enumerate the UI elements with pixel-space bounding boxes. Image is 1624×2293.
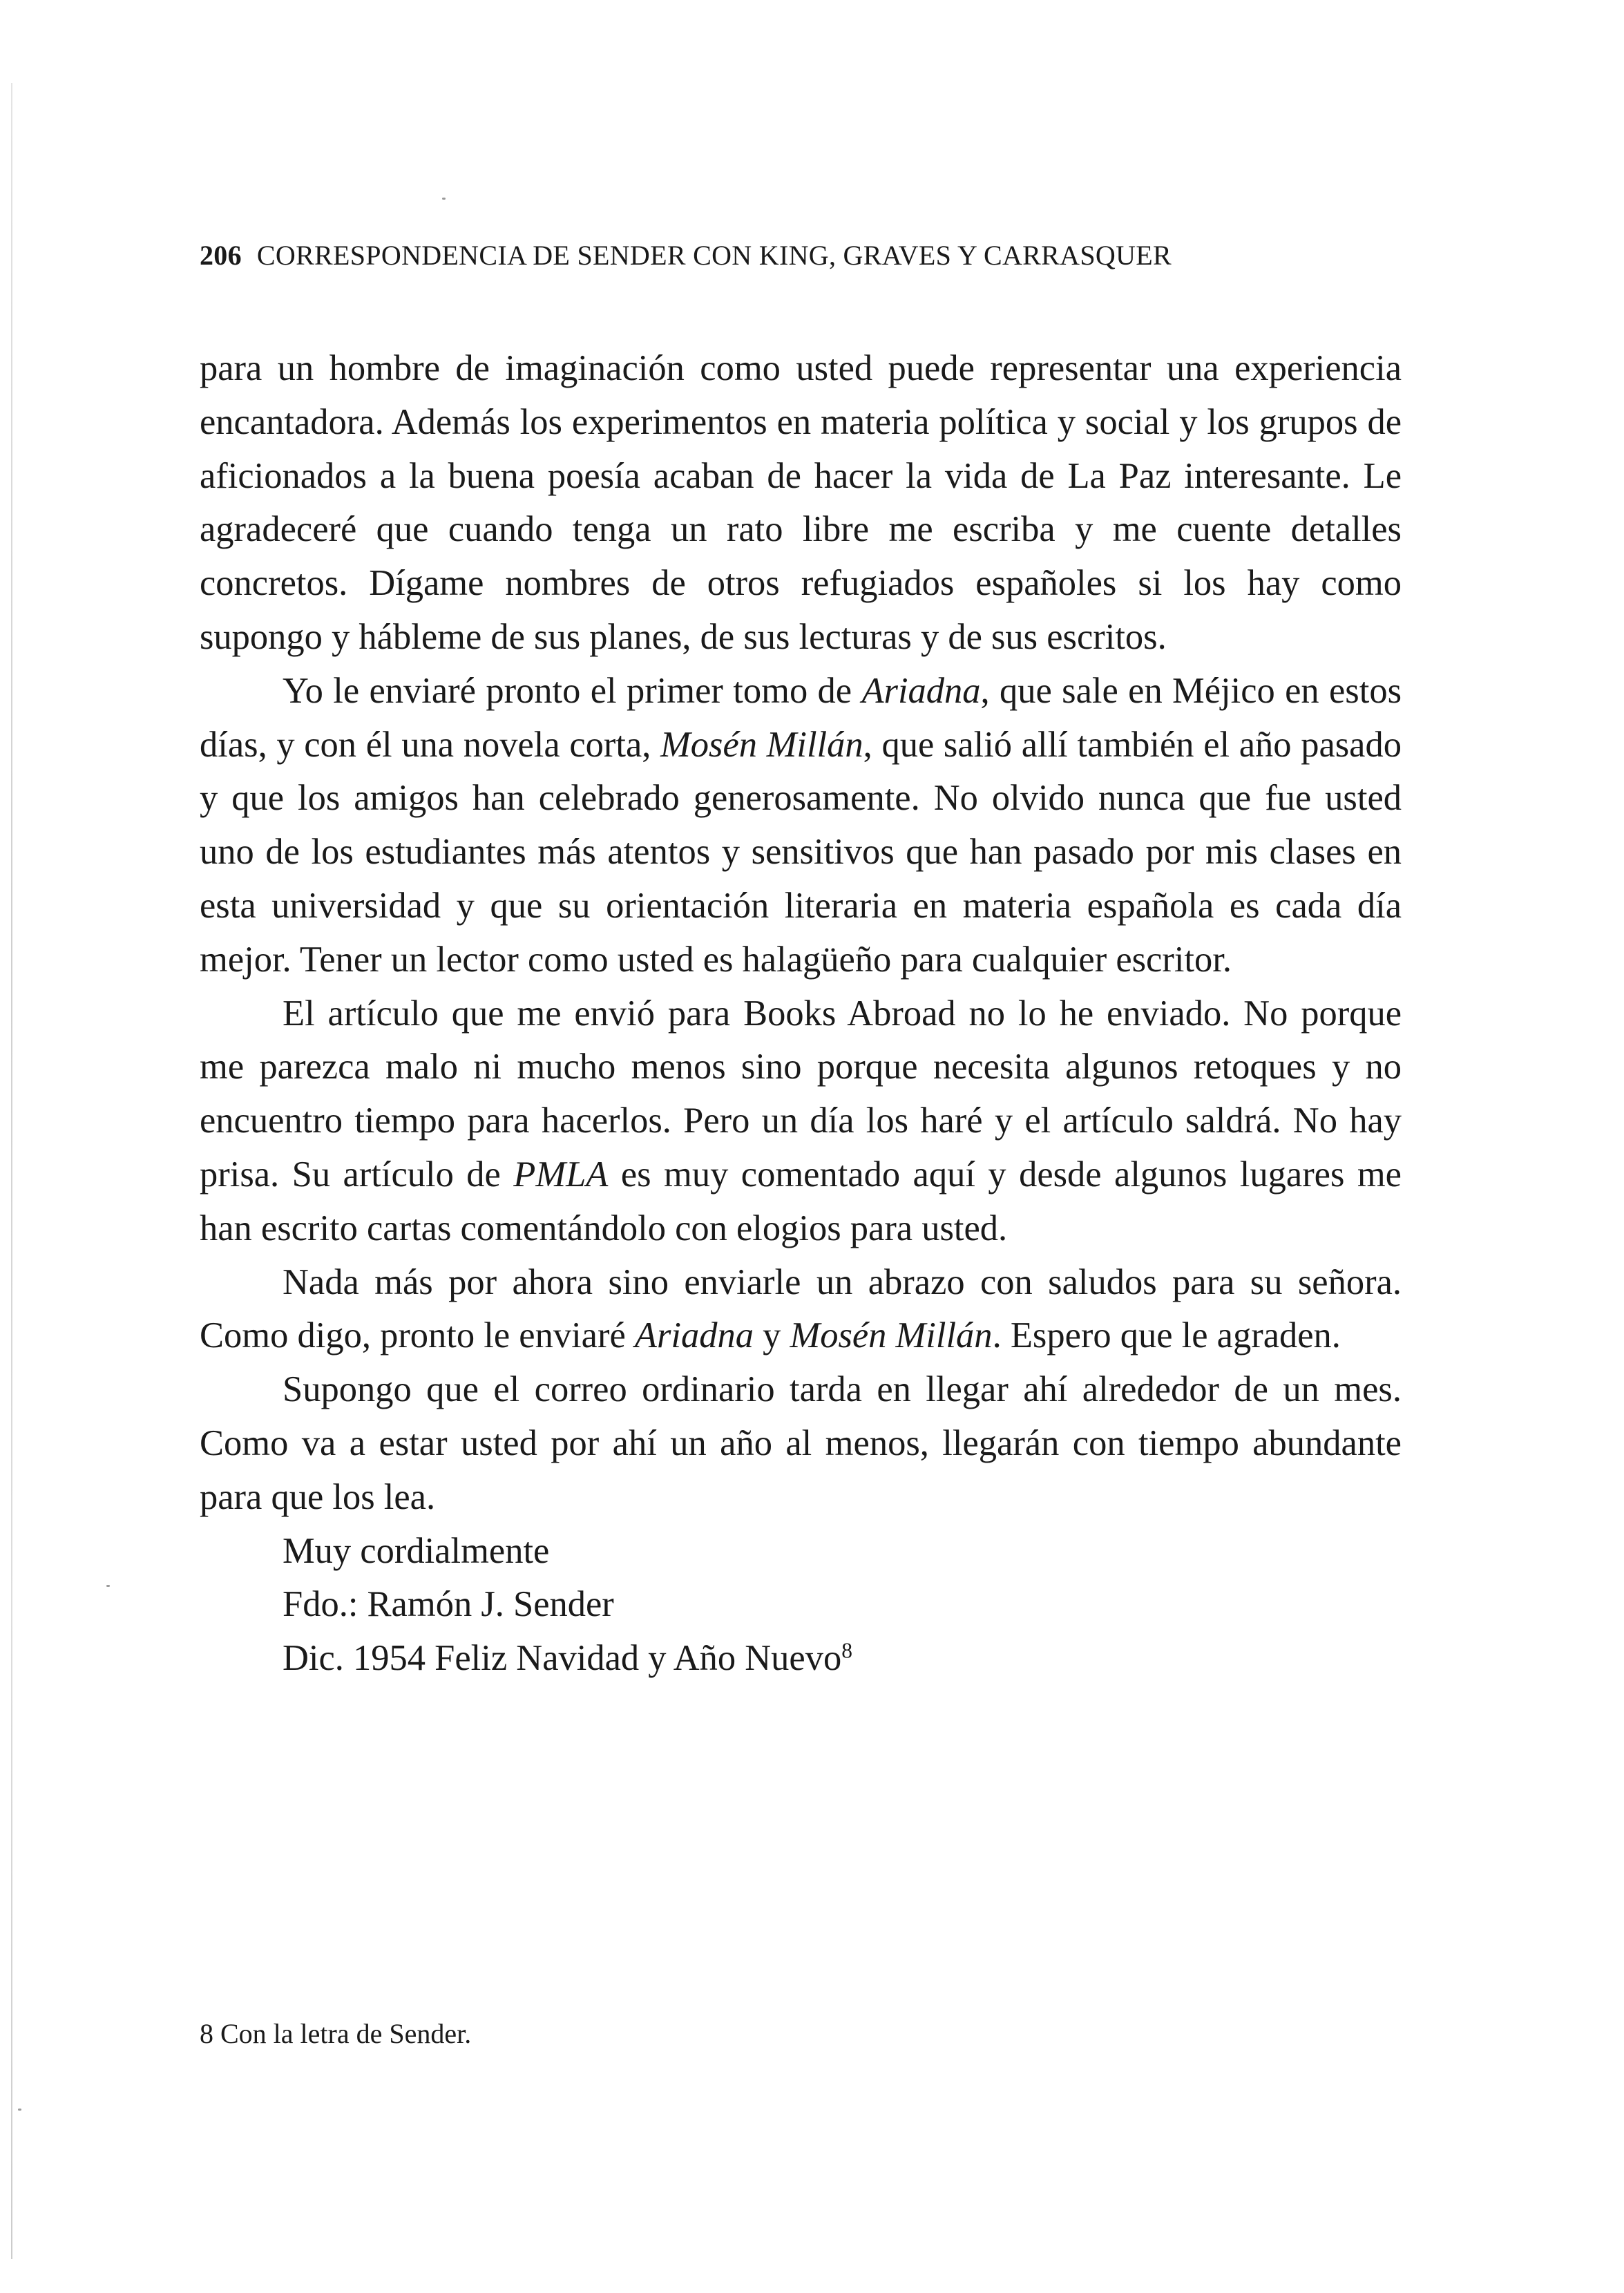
paragraph-4: Nada más por ahora sino enviarle un abrazo con saludos para su señora. Como digo, pronto le enviaré Ariadna y Mosén Millán. Espero que le agraden. [200, 1262, 1402, 1356]
closing-salutation: Muy cordialmente [283, 1530, 550, 1571]
closing-date: Dic. 1954 Feliz Navidad y Año Nuevo$^8$ [283, 1638, 852, 1679]
letter-body [200, 342, 1402, 1686]
book-title-ariadna: Ariadna [634, 1315, 754, 1356]
journal-title-pmla: PMLA [513, 1154, 609, 1195]
book-title-ariadna: Ariadna [861, 670, 981, 711]
running-header [200, 239, 1172, 272]
footnote [200, 2017, 471, 2050]
paragraph-2: Yo le enviaré pronto el primer tomo de Ariadna, que sale en Méjico en estos días, y con él una novela corta, Mosén Millán, que salió allí también el año pasado y que los amigos han celebrado generosamente. No olvido nunca que fue usted uno de los estudiantes más atentos y sensitivos que han pasado por mis clases en esta universidad y que su orientación literaria en materia española es cada día mejor. Tener un lector como usted es halagüeño para cualquier escritor. [200, 670, 1402, 980]
footnote-text: Con la letra de Sender. [213, 2018, 472, 2049]
footnote-number: 8 [200, 2018, 213, 2049]
book-title-mosen-millan: Mosén Millán [790, 1315, 993, 1356]
running-title: CORRESPONDENCIA DE SENDER CON KING, GRAVES Y CARRASQUER [256, 240, 1172, 271]
book-title-mosen-millan: Mosén Millán [660, 724, 863, 765]
paragraph-3: El artículo que me envió para Books Abroad no lo he enviado. No porque me parezca malo ni mucho menos sino porque necesita algunos retoques y no encuentro tiempo para hacerlos. Pero un día los haré y el artículo saldrá. No hay prisa. Su artículo de PMLA es muy comentado aquí y desde algunos lugares me han escrito cartas comentándolo con elogios para usted. [200, 993, 1402, 1248]
paragraph-5: Supongo que el correo ordinario tarda en llegar ahí alrededor de un mes. Como va a estar usted por ahí un año al menos, llegarán con tiempo abundante para que los lea. [200, 1369, 1402, 1517]
paragraph-1: para un hombre de imaginación como usted puede representar una experiencia encantadora. Además los experimentos en materia política y social y los grupos de aficionados a la buena poesía acaban de hacer la vida de La Paz interesante. Le agradeceré que cuando tenga un rato libre me escriba y me cuente detalles concretos. Dígame nombres de otros refugiados españoles si los hay como supongo y hábleme de sus planes, de sus lecturas y de sus escritos. [200, 348, 1402, 657]
page-number: 206 [200, 240, 242, 271]
scan-speck [106, 1585, 110, 1587]
closing-signature: Fdo.: Ramón J. Sender [283, 1584, 614, 1625]
scan-edge-line [11, 83, 12, 2259]
scan-speck [442, 198, 446, 200]
scan-speck [18, 2109, 21, 2111]
footnote-reference: 8 [841, 1638, 852, 1663]
